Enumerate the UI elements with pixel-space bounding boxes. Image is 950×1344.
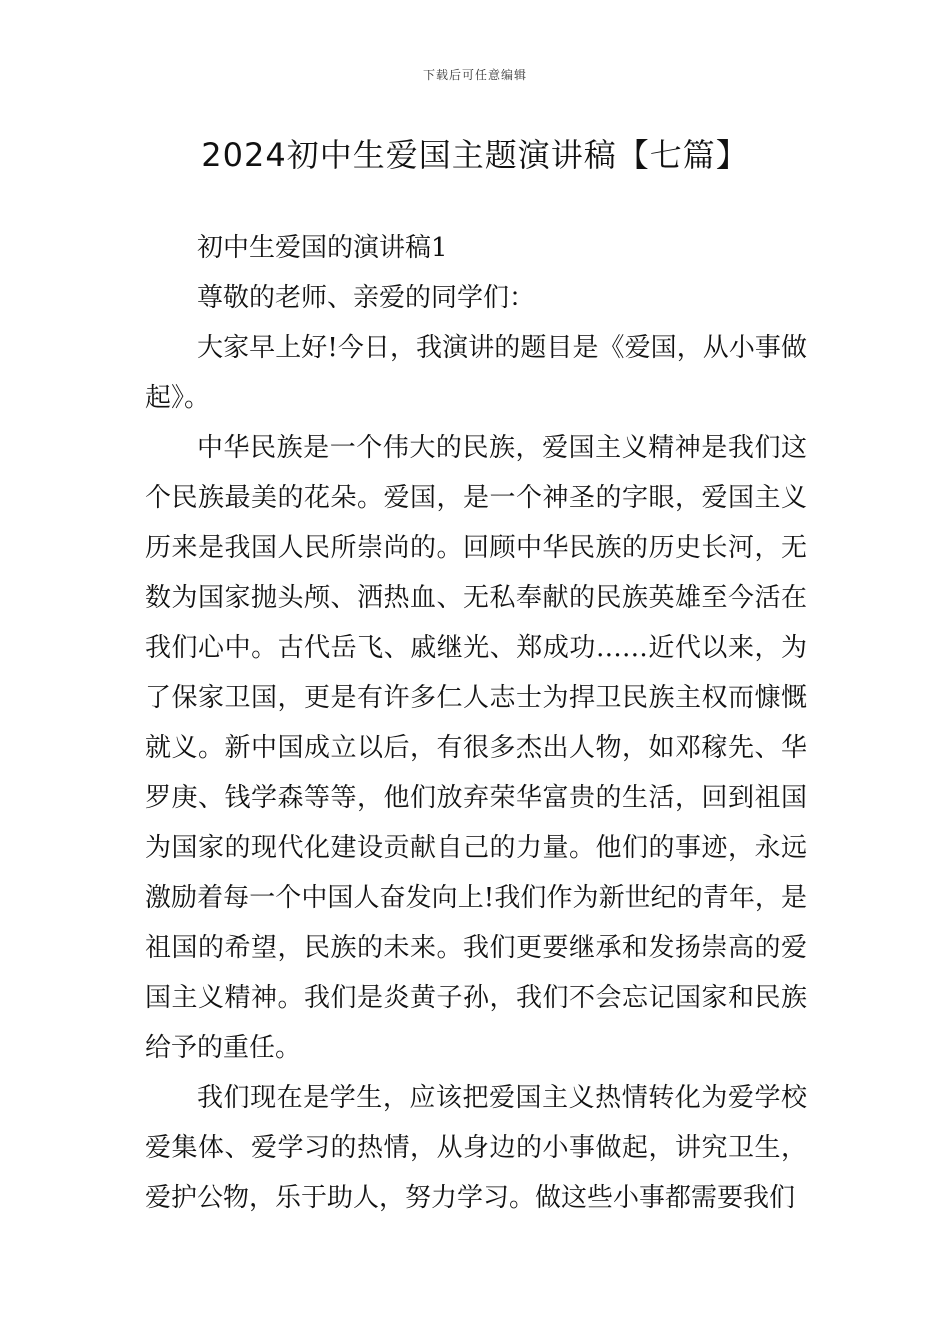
- body-paragraph: 大家早上好!今日，我演讲的题目是《爱国，从小事做起》。: [145, 333, 807, 413]
- salutation: 尊敬的老师、亲爱的同学们：: [197, 283, 536, 313]
- body-paragraph: 我们现在是学生，应该把爱国主义热情转化为爱学校爱集体、爱学习的热情，从身边的小事做起，讲究卫生，爱护公物，乐于助人，努力学习。做这些小事都需要我们: [145, 1083, 807, 1213]
- document-body: [145, 223, 807, 1223]
- document-title: 2024初中生爱国主题演讲稿【七篇】: [201, 136, 749, 174]
- section-heading: 初中生爱国的演讲稿1: [197, 233, 448, 263]
- page-header-note: 下载后可任意编辑: [422, 68, 527, 82]
- body-paragraph: 中华民族是一个伟大的民族，爱国主义精神是我们这个民族最美的花朵。爱国，是一个神圣的字眼，爱国主义历来是我国人民所崇尚的。回顾中华民族的历史长河，无数为国家抛头颅、洒热血、无私奉献的民族英雄至今活在我们心中。古代岳飞、戚继光、郑成功……近代以来，为了保家卫国，更是有许多仁人志士为捍卫民族主权而慷慨就义。新中国成立以后，有很多杰出人物，如邓稼先、华罗庚、钱学森等等，他们放弃荣华富贵的生活，回到祖国为国家的现代化建设贡献自己的力量。他们的事迹，永远激励着每一个中国人奋发向上!我们作为新世纪的青年，是祖国的希望，民族的未来。我们更要继承和发扬崇高的爱国主义精神。我们是炎黄子孙，我们不会忘记国家和民族给予的重任。: [145, 433, 807, 1063]
